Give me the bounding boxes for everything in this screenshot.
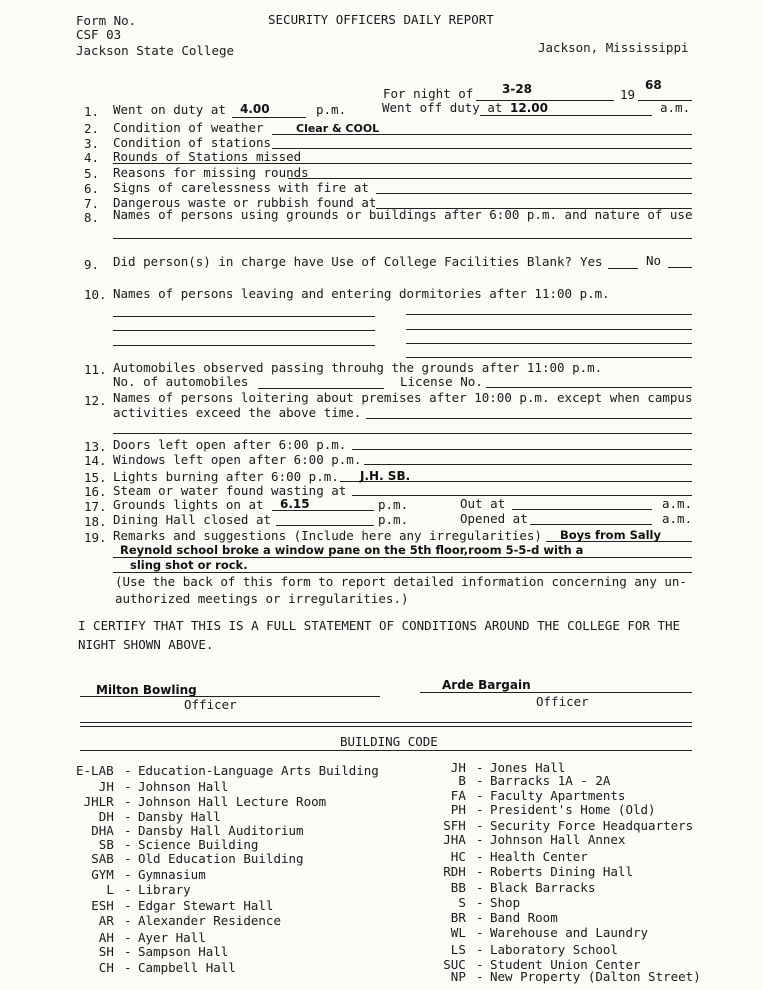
officer-role-left: Officer: [184, 697, 237, 712]
code-dash: -: [476, 849, 484, 864]
code-dash: -: [476, 788, 484, 803]
building-code: SAB: [91, 851, 114, 866]
building-name: Laboratory School: [490, 942, 618, 957]
code-dash: -: [124, 809, 132, 824]
on-duty-value: 4.00: [240, 102, 270, 116]
item-label: Names of persons using grounds or buildings after 6:00 p.m. and nature of use: [113, 207, 693, 222]
code-dash: -: [124, 763, 132, 778]
building-code: SFH: [443, 818, 466, 833]
item-number: 13.: [84, 439, 107, 454]
item-number: 3.: [84, 136, 100, 151]
building-code: DH: [98, 809, 114, 824]
code-dash: -: [124, 851, 132, 866]
license-label: License No.: [400, 374, 483, 389]
item-label: Dining Hall closed at: [113, 512, 272, 527]
item-label: Dangerous waste or rubbish found at: [113, 195, 377, 210]
year-prefix: 19: [620, 87, 636, 102]
item-label: Steam or water found wasting at: [113, 483, 347, 498]
form-no-label: Form No.: [76, 13, 137, 28]
grounds-lights-value: 6.15: [280, 497, 310, 511]
building-code: ESH: [91, 898, 114, 913]
dining-closed-unit: p.m.: [378, 512, 409, 527]
item-number: 15.: [84, 470, 107, 485]
code-dash: -: [476, 895, 484, 910]
item-label: Condition of stations: [113, 135, 272, 150]
location: Jackson, Mississippi: [538, 40, 689, 55]
code-dash: -: [476, 818, 484, 833]
item-label: Went on duty at: [113, 102, 226, 117]
building-code: BB: [450, 880, 466, 895]
building-code: E-LAB: [76, 763, 114, 778]
code-dash: -: [124, 779, 132, 794]
item-number: 9.: [84, 257, 100, 272]
yes-option: Yes: [580, 254, 603, 269]
building-code: BR: [450, 910, 466, 925]
building-code: GYM: [91, 867, 114, 882]
building-name: Jones Hall: [490, 760, 566, 775]
item-label-cont: activities exceed the above time.: [113, 405, 362, 420]
grounds-lights-unit: p.m.: [378, 497, 409, 512]
officer-signature-right: Arde Bargain: [442, 678, 531, 692]
year-value: 68: [645, 78, 662, 92]
item-number: 1.: [84, 104, 100, 119]
code-dash: -: [476, 942, 484, 957]
item-label: Windows left open after 6:00 p.m.: [113, 452, 362, 467]
building-name: Band Room: [490, 910, 558, 925]
item-label: Condition of weather: [113, 120, 264, 135]
building-code: L: [106, 882, 114, 897]
item-label: Lights burning after 6:00 p.m.: [113, 469, 339, 484]
building-name: Black Barracks: [490, 880, 596, 895]
item-label: Grounds lights on at: [113, 497, 264, 512]
building-name: Warehouse and Laundry: [490, 925, 649, 940]
night-label: For night of: [383, 86, 474, 101]
building-code: AR: [98, 913, 114, 928]
item-number: 8.: [84, 210, 100, 225]
item-label: Names of persons loitering about premises after 10:00 p.m. except when campus: [113, 390, 693, 405]
building-name: New Property (Dalton Street): [490, 969, 701, 984]
item-label: Signs of carelessness with fire at: [113, 180, 369, 195]
building-code: RDH: [443, 864, 466, 879]
building-code: WL: [450, 925, 466, 940]
building-name: Security Force Headquarters: [490, 818, 694, 833]
item-number: 18.: [84, 514, 107, 529]
item-label: Remarks and suggestions (Include here any irregularities): [113, 528, 542, 543]
certification-text-cont: NIGHT SHOWN ABOVE.: [78, 637, 214, 652]
item-number: 14.: [84, 453, 107, 468]
item-number: 2.: [84, 121, 100, 136]
off-duty-unit: a.m.: [660, 100, 691, 115]
out-at-label: Out at: [460, 496, 506, 511]
building-name: President's Home (Old): [490, 802, 656, 817]
off-duty-value: 12.00: [510, 101, 548, 115]
building-name: Alexander Residence: [138, 913, 281, 928]
building-code: DHA: [91, 823, 114, 838]
building-code: HC: [450, 849, 466, 864]
building-name: Health Center: [490, 849, 588, 864]
building-code: JHLR: [83, 794, 114, 809]
item-label: Doors left open after 6:00 p.m.: [113, 437, 347, 452]
building-name: Johnson Hall: [138, 779, 229, 794]
building-code: NP: [450, 969, 466, 984]
item-label: Names of persons leaving and entering dormitories after 11:00 p.m.: [113, 286, 610, 301]
building-code: S: [458, 895, 466, 910]
code-dash: -: [124, 882, 132, 897]
certification-text: I CERTIFY THAT THIS IS A FULL STATEMENT OF CONDITIONS AROUND THE COLLEGE FOR THE: [78, 618, 681, 633]
building-name: Campbell Hall: [138, 960, 236, 975]
item-number: 6.: [84, 181, 100, 196]
code-dash: -: [476, 880, 484, 895]
building-code: SH: [98, 944, 114, 959]
item-number: 5.: [84, 166, 100, 181]
opened-at-unit: a.m.: [662, 511, 693, 526]
officer-role-right: Officer: [536, 694, 589, 709]
divider: [80, 722, 692, 727]
building-name: Edgar Stewart Hall: [138, 898, 274, 913]
no-option: No: [646, 253, 662, 268]
remarks-value-cont: sling shot or rock.: [130, 558, 248, 572]
opened-at-label: Opened at: [460, 511, 528, 526]
code-dash: -: [124, 794, 132, 809]
building-name: Library: [138, 882, 191, 897]
code-dash: -: [476, 957, 484, 972]
code-dash: -: [476, 925, 484, 940]
code-dash: -: [124, 913, 132, 928]
building-name: Shop: [490, 895, 521, 910]
building-name: Roberts Dining Hall: [490, 864, 633, 879]
code-dash: -: [124, 898, 132, 913]
building-name: Johnson Hall Lecture Room: [138, 794, 327, 809]
building-name: Old Education Building: [138, 851, 304, 866]
building-name: Dansby Hall Auditorium: [138, 823, 304, 838]
building-code: PH: [450, 802, 466, 817]
code-dash: -: [124, 867, 132, 882]
building-name: Student Union Center: [490, 957, 641, 972]
building-code: SB: [98, 837, 114, 852]
building-code: JH: [450, 760, 466, 775]
code-dash: -: [124, 837, 132, 852]
code-dash: -: [476, 760, 484, 775]
item-number: 12.: [84, 393, 107, 408]
building-name: Dansby Hall: [138, 809, 221, 824]
building-code: LS: [450, 942, 466, 957]
building-code: AH: [98, 930, 114, 945]
item-number: 4.: [84, 150, 100, 165]
remarks-value: Boys from Sally: [560, 528, 661, 542]
auto-count-label: No. of automobiles: [113, 374, 249, 389]
building-name: Gymnasium: [138, 867, 206, 882]
building-name: Education-Language Arts Building: [138, 763, 379, 778]
building-name: Science Building: [138, 837, 259, 852]
building-name: Barracks 1A - 2A: [490, 773, 611, 788]
code-dash: -: [476, 773, 484, 788]
institution-name: Jackson State College: [76, 43, 235, 58]
item-label: Rounds of Stations missed: [113, 149, 302, 164]
building-name: Sampson Hall: [138, 944, 229, 959]
code-dash: -: [124, 960, 132, 975]
item-number: 7.: [84, 196, 100, 211]
remarks-value-cont: Reynold school broke a window pane on the 5th floor,room 5-5-d with a: [120, 543, 584, 557]
item-number: 17.: [84, 499, 107, 514]
weather-value: Clear & COOL: [296, 122, 380, 135]
out-at-unit: a.m.: [662, 496, 693, 511]
report-title: SECURITY OFFICERS DAILY REPORT: [268, 12, 494, 27]
code-dash: -: [476, 864, 484, 879]
building-code: FA: [450, 788, 466, 803]
code-dash: -: [124, 944, 132, 959]
item-label: Reasons for missing rounds: [113, 165, 309, 180]
code-dash: -: [124, 930, 132, 945]
building-code: JHA: [443, 832, 466, 847]
building-code: CH: [98, 960, 114, 975]
item-number: 11.: [84, 362, 107, 377]
code-dash: -: [476, 802, 484, 817]
item-number: 10.: [84, 287, 107, 302]
night-value: 3-28: [502, 82, 533, 96]
item-number: 19.: [84, 530, 107, 545]
building-code: SUC: [443, 957, 466, 972]
officer-signature-left: Milton Bowling: [96, 683, 197, 697]
code-dash: -: [124, 823, 132, 838]
on-duty-unit: p.m.: [316, 102, 347, 117]
item-label: Did person(s) in charge have Use of College Facilities Blank?: [113, 254, 573, 269]
building-code-title: BUILDING CODE: [340, 734, 438, 749]
building-code: B: [458, 773, 466, 788]
building-name: Faculty Apartments: [490, 788, 626, 803]
back-of-form-note: (Use the back of this form to report detailed information concerning any un-: [115, 574, 687, 589]
off-duty-label: Went off duty at: [382, 100, 503, 115]
item-number: 16.: [84, 484, 107, 499]
item-label: Automobiles observed passing throuhg the grounds after 11:00 p.m.: [113, 360, 603, 375]
building-name: Ayer Hall: [138, 930, 206, 945]
code-dash: -: [476, 832, 484, 847]
back-of-form-note-cont: authorized meetings or irregularities.): [115, 591, 409, 606]
lights-burning-value: J.H. SB.: [360, 469, 411, 483]
code-dash: -: [476, 969, 484, 984]
building-name: Johnson Hall Annex: [490, 832, 626, 847]
code-dash: -: [476, 910, 484, 925]
form-code: CSF 03: [76, 27, 122, 42]
building-code: JH: [98, 779, 114, 794]
